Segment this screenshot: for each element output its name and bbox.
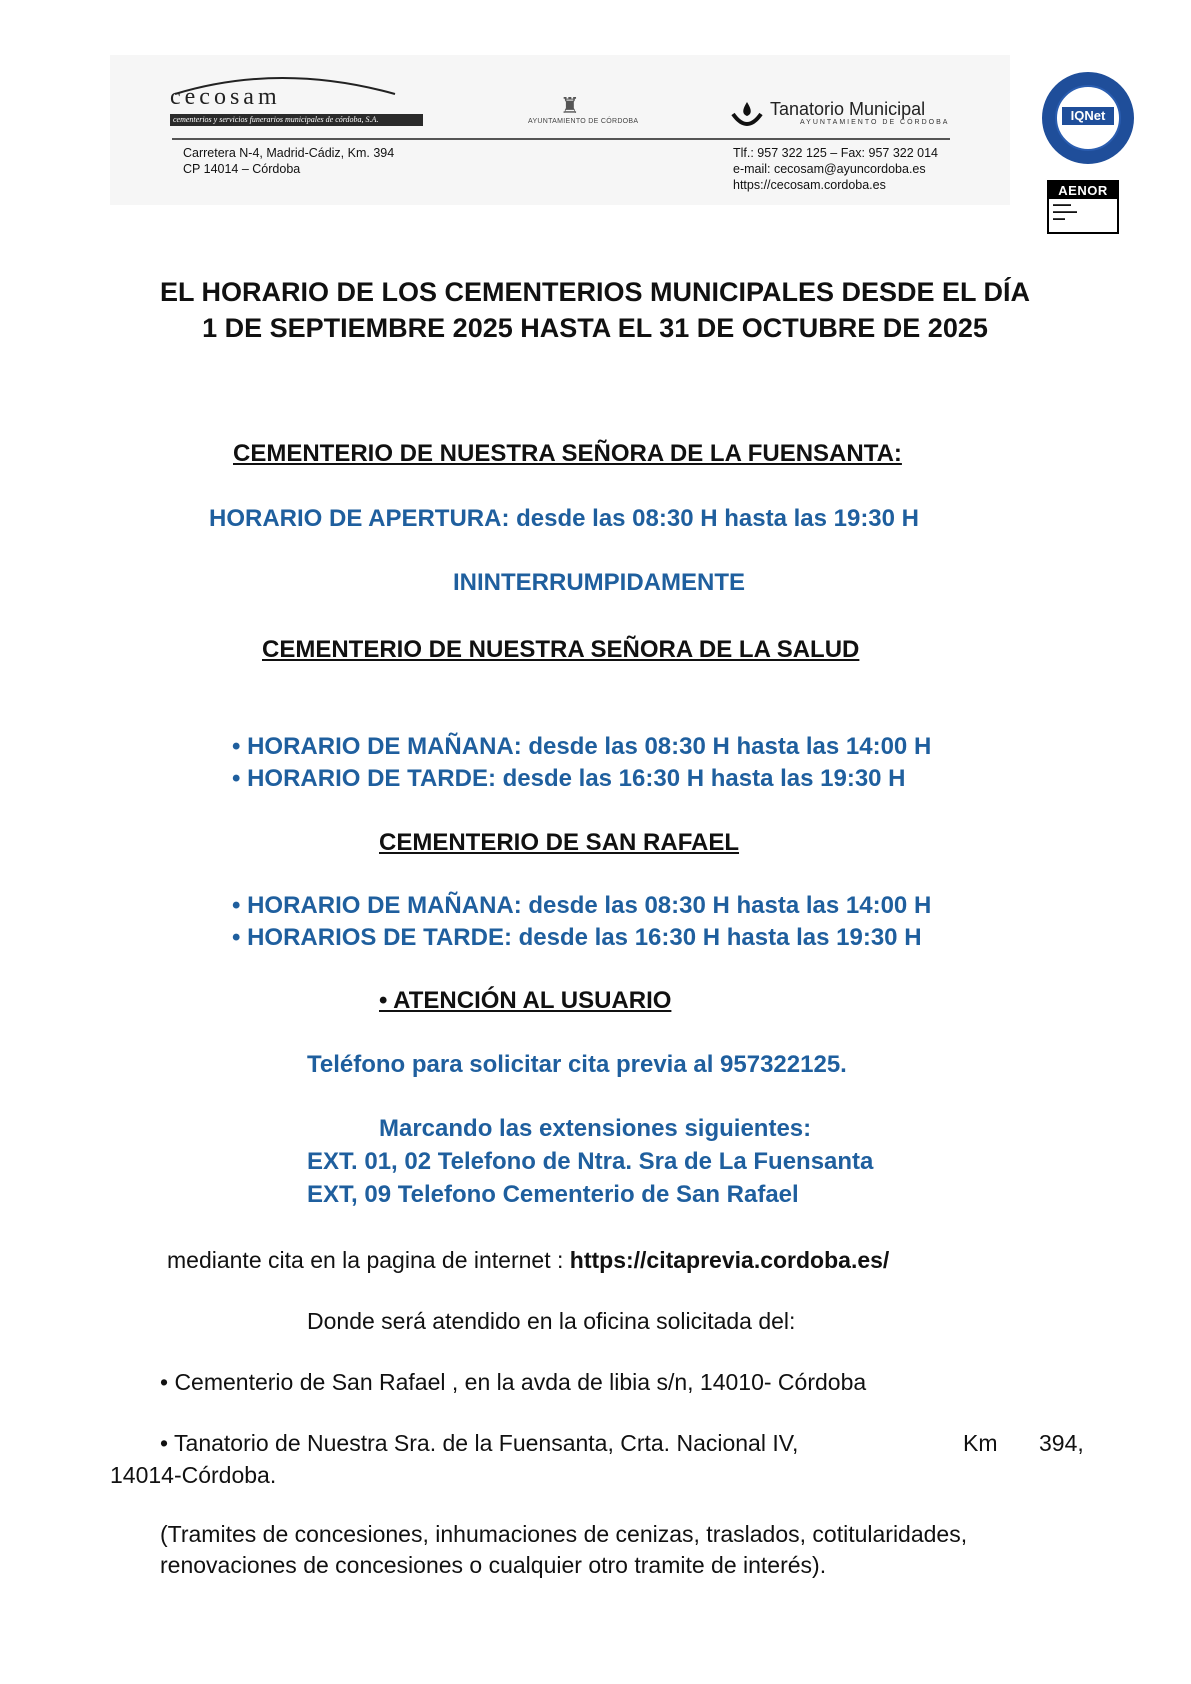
brand-tagline: cementerios y servicios funerarios municipales de córdoba, S.A. [170,114,423,126]
internet-prefix: mediante cita en la pagina de internet : [167,1247,570,1273]
procedures-note-line-2: renovaciones de concesiones o cualquier otro tramite de interés). [160,1552,827,1578]
rafael-morning-hours: • HORARIO DE MAÑANA: desde las 08:30 H hasta las 14:00 H [232,892,932,919]
cecosam-logo [170,78,379,124]
header-divider [172,138,950,140]
iqnet-label: IQNet [1062,107,1114,125]
contact-block [733,145,938,193]
salud-afternoon-hours: • HORARIO DE TARDE: desde las 16:30 H hasta las 19:30 H [232,765,906,792]
title-line-1: EL HORARIO DE LOS CEMENTERIOS MUNICIPALES DESDE EL DÍA [159,277,1031,307]
tanatorio-title: Tanatorio Municipal [770,99,926,119]
office-intro: Donde será atendido en la oficina solicitada del: [307,1308,796,1334]
address-block [183,145,394,177]
salud-morning-hours: • HORARIO DE MAÑANA: desde las 08:30 H hasta las 14:00 H [232,733,932,760]
postal-line: CP 14014 – Córdoba [183,162,301,176]
address-line: Carretera N-4, Madrid-Cádiz, Km. 394 [183,146,395,160]
procedures-note-line-1: (Tramites de concesiones, inhumaciones de cenizas, traslados, cotitularidades, [160,1521,968,1547]
title-line-2: 1 DE SEPTIEMBRE 2025 HASTA EL 31 DE OCTUBRE DE 2025 [202,313,988,343]
extension-fuensanta: EXT. 01, 02 Telefono de Ntra. Sra de La Fuensanta [307,1148,874,1175]
section-rafael-heading: CEMENTERIO DE SAN RAFAEL [379,829,740,856]
office-san-rafael: • Cementerio de San Rafael , en la avda de libia s/n, 14010- Córdoba [160,1369,867,1395]
extensions-intro: Marcando las extensiones siguientes: [379,1115,812,1142]
tanatorio-subtitle: AYUNTAMIENTO DE CÓRDOBA [800,119,950,126]
fuensanta-note: ININTERRUMPIDAMENTE [453,569,745,596]
aenor-certificate-badge [1047,180,1119,234]
appointment-phone: Teléfono para solicitar cita previa al 957322125. [307,1051,847,1078]
ayuntamiento-label: AYUNTAMIENTO DE CÓRDOBA [528,118,639,125]
rafael-afternoon-hours: • HORARIOS DE TARDE: desde las 16:30 H hasta las 19:30 H [232,924,922,951]
office-fuensanta-line-1: • Tanatorio de Nuestra Sra. de la Fuensanta, Crta. Nacional IV, [160,1430,799,1456]
citaprevia-link[interactable]: https://citaprevia.cordoba.es/ [569,1247,890,1273]
coat-of-arms-icon: ♜ [560,93,580,118]
aenor-seal-icon: ▬▬▬ ▬▬▬▬ ▬▬ [1053,202,1077,222]
tanatorio-logo-icon [730,100,764,135]
office-fuensanta-km-number: 394, [1039,1430,1084,1456]
office-fuensanta-km-label: Km [963,1430,998,1456]
brand-name: cecosam [170,84,281,110]
fuensanta-opening-hours: HORARIO DE APERTURA: desde las 08:30 H hasta las 19:30 H [209,505,920,532]
iqnet-certificate-badge [1042,72,1134,164]
section-fuensanta-heading: CEMENTERIO DE NUESTRA SEÑORA DE LA FUENSANTA: [233,440,902,467]
aenor-label: AENOR [1049,182,1117,199]
web-line: https://cecosam.cordoba.es [733,178,886,192]
email-line: e-mail: cecosam@ayuncordoba.es [733,162,926,176]
section-atencion-heading: • ATENCIÓN AL USUARIO [379,987,672,1014]
internet-appointment-line [167,1247,889,1274]
phone-line: Tlf.: 957 322 125 – Fax: 957 322 014 [733,146,939,160]
extension-san-rafael: EXT, 09 Telefono Cementerio de San Rafael [307,1181,799,1208]
document-title [80,274,1110,346]
office-fuensanta-line-2: 14014-Córdoba. [110,1462,277,1488]
section-salud-heading: CEMENTERIO DE NUESTRA SEÑORA DE LA SALUD [262,636,860,663]
